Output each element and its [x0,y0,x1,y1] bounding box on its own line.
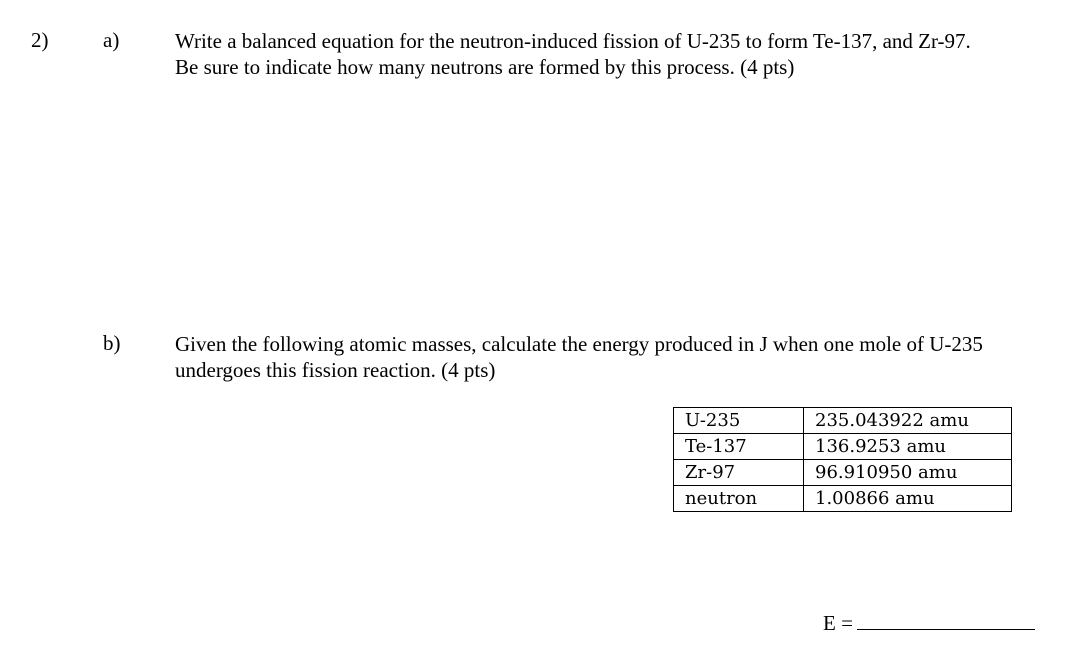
mass-cell: 235.043922 amu [804,408,1012,434]
mass-cell: 136.9253 amu [804,434,1012,460]
part-a-label: a) [103,28,120,52]
isotope-cell: Te-137 [674,434,804,460]
part-b-line-1: Given the following atomic masses, calculate the energy produced in J when one mole of U-235 [175,332,983,356]
part-a-line-2: Be sure to indicate how many neutrons are formed by this process. (4 pts) [175,55,795,79]
energy-answer-label: E = [823,611,853,635]
question-number: 2) [31,28,49,52]
energy-answer [823,609,1035,636]
part-b-prompt [175,331,983,383]
part-a-line-1: Write a balanced equation for the neutron-induced fission of U-235 to form Te-137, and Zr-97. [175,29,971,53]
isotope-cell: neutron [674,486,804,512]
table-row [674,434,1012,460]
part-b-line-2: undergoes this fission reaction. (4 pts) [175,358,496,382]
isotope-cell: Zr-97 [674,460,804,486]
table-row [674,408,1012,434]
mass-cell: 1.00866 amu [804,486,1012,512]
isotope-cell: U-235 [674,408,804,434]
part-b-label: b) [103,331,121,355]
part-a-prompt [175,28,971,80]
table-row [674,486,1012,512]
energy-answer-blank[interactable] [857,609,1035,630]
table-row [674,460,1012,486]
atomic-mass-table [673,407,1012,512]
mass-cell: 96.910950 amu [804,460,1012,486]
